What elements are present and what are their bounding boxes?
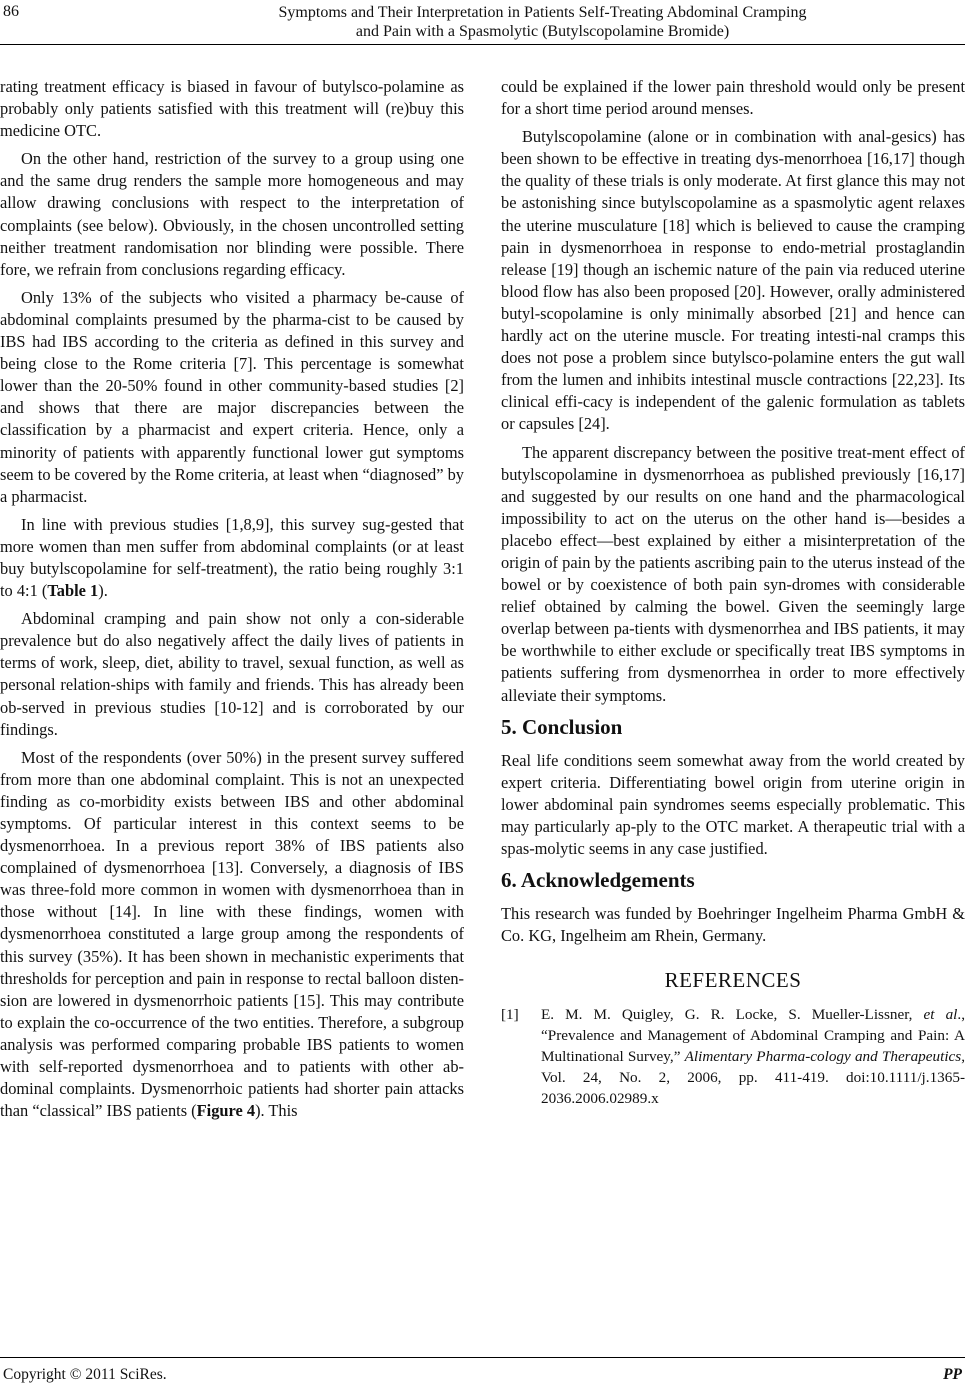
page-number: 86: [3, 3, 19, 20]
copyright-notice: Copyright © 2011 SciRes.: [3, 1366, 167, 1383]
journal-abbreviation: PP: [943, 1366, 962, 1383]
page-header: [0, 0, 965, 50]
paragraph: On the other hand, restriction of the survey to a group using one and the same drug renders the sample more homogeneous and may allow drawing conclusions with respect to the interpretation of complaints (see below). Obviously, in the chosen uncontrolled setting neither treatment randomisation nor blinding were possible. There fore, we refrain from conclusions regarding efficacy.: [0, 149, 464, 279]
paragraph: could be explained if the lower pain threshold would only be present for a short time period around menses.: [501, 77, 965, 119]
reference-details: , Vol. 24, No. 2, 2006, pp. 411-419. doi:10.1111/j.1365-2036.2006.02989.x: [541, 1047, 965, 1107]
acknowledgements-paragraph: This research was funded by Boehringer Ingelheim Pharma GmbH & Co. KG, Ingelheim am Rhein, Germany.: [501, 904, 965, 946]
reference-title: ., “Prevalence and Management of Abdominal Cramping and Pain: A Multinational Survey,”: [541, 1005, 965, 1065]
paragraph-text: In line with previous studies [1,8,9], this survey sug-gested that more women than men suffer from abdominal complaints (or at least buy butylscopolamine for self-treatment), the ratio being roughly 3:1 to 4:1 (: [0, 514, 464, 601]
paragraph: The apparent discrepancy between the positive treat-ment effect of butylscopolamine in dysmenorrhoea as published previously [16,17] and suggested by our results on one hand and the pharmacological impossibility to act on the uterus on the other hand is—besides a placebo effect—best explained by either a misinterpretation of the origin of pain by the patients ascribing pain to the uterus instead of the bowel or by coexistence of both pain syn-dromes with considerable relief obtained by calming the bowel. Given the seemingly large overlap between pa-tients with dysmenorrhea and IBS patients, it may be worthwhile to either exclude or specifically treat IBS symptoms in patients suffering from dysmenorrhea in order to more effectively alleviate their symptoms.: [501, 442, 965, 705]
footer-rule: [0, 1357, 965, 1358]
paragraph-text: Most of the respondents (over 50%) in the present survey suffered from more than one abdominal complaint. This is not an unexpected finding as co-morbidity exists between IBS and other abdominal symptoms. Of particular interest in this context seems to be dysmenorrhoea. In a previous report 38% of IBS patients also complained of dysmenorrhoea [13]. Conversely, a diagnosis of IBS was three-fold more common in women with dysmenorrhoea than in those without [14]. In line with these findings, women with dysmenorrhoea constituted a large group among the respondents of this survey (35%). It has been shown in mechanistic experiments that thresholds for perception and pain in response to rectal balloon disten-sion are lowered in dysmenorrhoic patients [15]. This may contribute to explain the co-occurrence of the two entities. Therefore, a subgroup analysis was performed comparing probable IBS patients to women with self-reported dysmenorrhoea and to patients with other ab-dominal complaints. Dysmenorrhoic patients had shorter pain attacks than “classical” IBS patients (: [0, 747, 464, 1121]
paragraph: Abdominal cramping and pain show not only a con-siderable prevalence but do also negatively affect the daily lives of patients in terms of work, sleep, diet, ability to travel, sexual function, as well as personal relation-ships with family and friends. This has already been ob-served in previous studies [10-12] and is corroborated by our findings.: [0, 609, 464, 739]
reference-item: [501, 1004, 965, 1109]
conclusion-heading: 5. Conclusion: [501, 714, 623, 739]
references-heading: REFERENCES: [664, 968, 802, 993]
paragraph: [0, 747, 464, 1123]
conclusion-paragraph: Real life conditions seem somewhat away from the world created by expert criteria. Differentiating bowel origin from uterine origin in lower abdominal pain syndromes seems especially problematic. This may particularly ap-ply to the OTC market. A therapeutic trial with a spas-molytic seems in any case justified.: [501, 750, 965, 859]
paragraph: rating treatment efficacy is biased in favour of butylsco-polamine as probably only patients satisfied with this treatment will (re)buy this medicine OTC.: [0, 77, 464, 141]
running-title: [120, 3, 965, 41]
acknowledgements-heading: 6. Acknowledgements: [501, 868, 695, 893]
paragraph-text: ).: [98, 581, 108, 601]
paragraph: Butylscopolamine (alone or in combination with anal-gesics) has been shown to be effective in treating dys-menorrhoea [16,17] though the quality of these trials is only moderate. At first glance this may not be astonishing since butylscopolamine as a spasmolytic agent relaxes the uterine musculature [18] which is believed to cause the cramping pain in dysmenorrhoea in response to endo-metrial prostaglandin release [19] though an ischemic nature of the pain via reduced uterine blood flow has also been proposed [20]. However, orally administered butyl-scopolamine is only minimally absorbed [21] and hence can hardly act on the uterine muscle. For treating intesti-nal cramps this does not pose a problem since butylsco-polamine enters the gut wall from the lumen and inhibits intestinal muscle contractions [22,23]. Its clinical effi-cacy is independent of the galenic formulation as tablets or capsules [24].: [501, 127, 965, 434]
running-title-line-2: and Pain with a Spasmolytic (Butylscopolamine Bromide): [355, 23, 730, 40]
reference-authors: E. M. M. Quigley, G. R. Locke, S. Mueller-Lissner,: [541, 1005, 924, 1023]
header-rule: [0, 44, 965, 45]
reference-journal: Alimentary Pharma-cology and Therapeutics: [684, 1047, 962, 1065]
paragraph: Only 13% of the subjects who visited a pharmacy be-cause of abdominal complaints presumed by the pharma-cist to be caused by IBS had IBS according to the criteria as defined in this survey and being close to the Rome criteria [7]. This percentage is somewhat lower than the 20-50% found in other community-based studies [2] and shows that there are major discrepancies between the classification by a pharmacist and expert criteria. Hence, only a minority of patients with apparently functional lower gut symptoms seem to be covered by the Rome criteria, at least when “diagnosed” by a pharmacist.: [0, 287, 464, 506]
reference-number: [1]: [501, 1005, 519, 1023]
running-title-line-1: Symptoms and Their Interpretation in Patients Self-Treating Abdominal Cramping: [278, 4, 807, 21]
left-column: [0, 76, 464, 1128]
paragraph-text: ). This: [255, 1101, 298, 1121]
table-reference: Table 1: [47, 581, 99, 601]
figure-reference: Figure 4: [196, 1101, 256, 1121]
right-column: [501, 76, 965, 1109]
reference-text: [541, 1004, 965, 1109]
reference-et-al: et al: [923, 1005, 958, 1023]
paragraph: [0, 514, 464, 602]
